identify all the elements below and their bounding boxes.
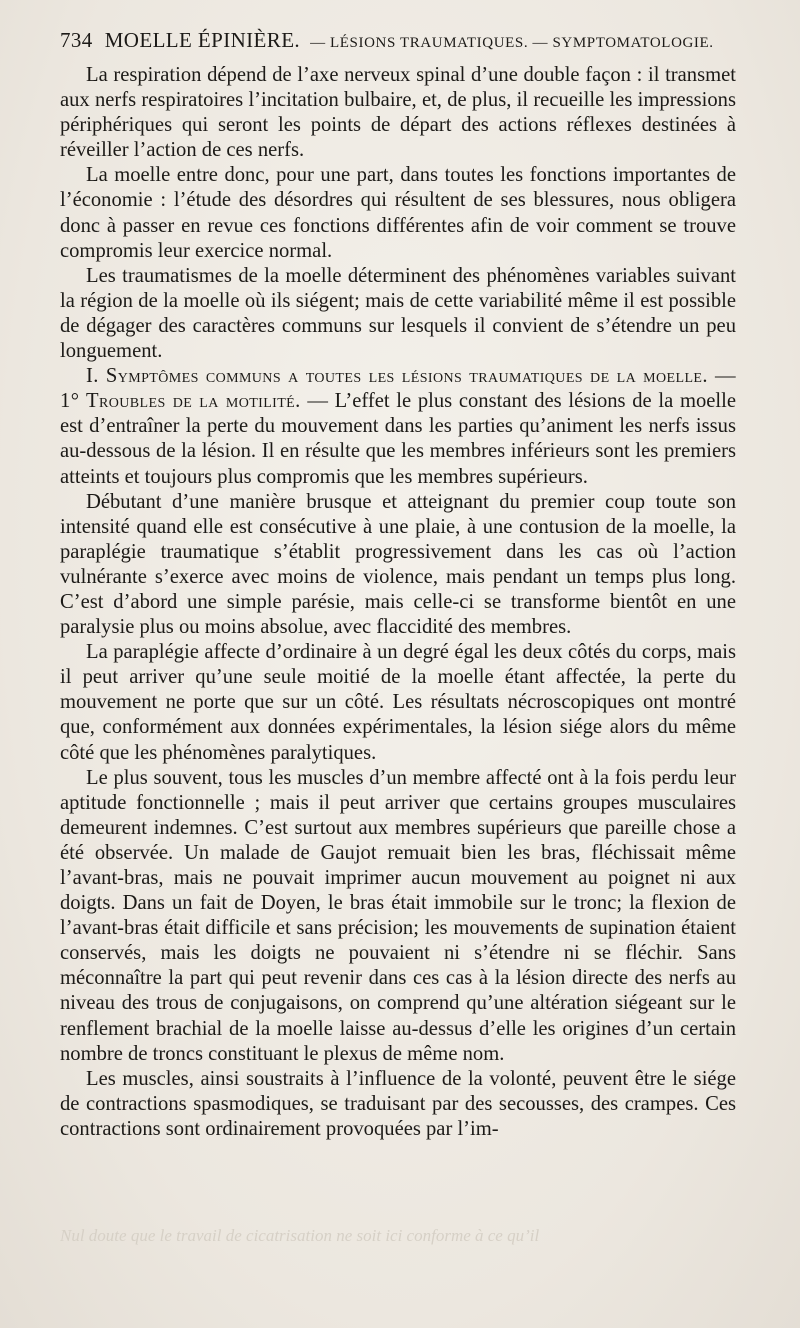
paragraph: Les muscles, ainsi soustraits à l’influence de la volonté, peuvent être le siége de contractions spasmodiques, se traduisant par des secousses, des crampes. Ces contractions sont ordinairement provoquées par l’im- bbox=[60, 1067, 736, 1140]
paragraph: Les traumatismes de la moelle déterminent des phénomènes variables suivant la région de la moelle où ils siégent; mais de cette variabilité même il est possible de dégager des caractères communs sur lesquels il convient de s’étendre un peu longuement. bbox=[60, 264, 736, 363]
paragraph: La paraplégie affecte d’ordinaire à un degré égal les deux côtés du corps, mais il peut arriver qu’une seule moitié de la moelle étant affectée, la perte du mouvement ne porte que sur un côté. Les résultats nécroscopiques ont montré que, conformément aux données expérimentales, la lésion siége alors du même côté que les phénomènes paralytiques. bbox=[60, 641, 736, 764]
section-block bbox=[60, 364, 736, 489]
paragraph: Débutant d’une manière brusque et atteignant du premier coup toute son intensité quand elle est consécutive à une plaie, à une contusion de la moelle, la paraplégie traumatique s’établit progressivement dans les cas où l’action vulnérante s’exerce avec moins de violence, mais pendant un temps plus long. C’est d’abord une simple parésie, mais celle-ci se transforme bientôt en une paralysie plus ou moins absolue, avec flaccidité des membres. bbox=[60, 490, 736, 639]
section-text: — L’effet le plus constant des lésions de la moelle est d’entraîner la perte du mouvement dans les parties qu’animent les nerfs issus au-dessous de la lésion. Il en résulte que les membres inférieurs sont les premiers atteints et toujours plus compromis que les membres supérieurs. bbox=[60, 390, 736, 488]
paragraph: La respiration dépend de l’axe nerveux spinal d’une double façon : il transmet aux nerfs respiratoires l’incitation bulbaire, et, de plus, il recueille les impressions périphériques qui seront les points de départ des actions réflexes destinées à réveiller l’action de ces nerfs. bbox=[60, 64, 736, 162]
body-text bbox=[60, 63, 736, 1142]
running-header bbox=[60, 28, 736, 53]
header-title: MOELLE ÉPINIÈRE. bbox=[104, 28, 301, 52]
paragraph: La moelle entre donc, pour une part, dans toutes les fonctions importantes de l’économie : l’étude des désordres qui résultent de ses blessures, nous obligera donc à passer en revue ces fonctions différentes afin de voir comment se trouve compromis leur exercice normal. bbox=[60, 164, 736, 262]
page-number: 734 bbox=[60, 28, 93, 52]
bleed-through-text: Nul doute que le travail de cicatrisation ne soit ici conforme à ce qu’il bbox=[60, 1226, 540, 1245]
section-heading: I. Symptômes communs a toutes les lésions traumatiques de la moelle. — bbox=[86, 365, 736, 388]
paragraph: Le plus souvent, tous les muscles d’un membre affecté ont à la fois perdu leur aptitude fonctionnelle ; mais il peut arriver que certains groupes musculaires demeurent indemnes. C’est surtout aux membres supérieurs que pareille chose a été observée. Un malade de Gaujot remuait bien les bras, fléchissait même l’avant-bras, mais ne pouvait imprimer aucun mouvement au poignet ni aux doigts. Dans un fait de Doyen, le bras était immobile sur le tronc; la flexion de l’avant-bras était difficile et sans précision; les mouvements de supination étaient conservés, mais les doigts ne pouvaient ni s’étendre ni se fléchir. Sans méconnaître la part qui peut revenir dans ces cas à la lésion directe des nerfs au niveau des trous de conjugaisons, on comprend qu’une altération siégeant sur le renflement brachial de la moelle laisse au-dessus d’elle les origines d’un certain nombre de troncs constituant le plexus de même nom. bbox=[60, 766, 736, 1065]
header-subtitle: — LÉSIONS TRAUMATIQUES. — SYMPTOMATOLOGIE. bbox=[310, 35, 714, 51]
section-subheading: 1° Troubles de la motilité. bbox=[60, 390, 301, 413]
